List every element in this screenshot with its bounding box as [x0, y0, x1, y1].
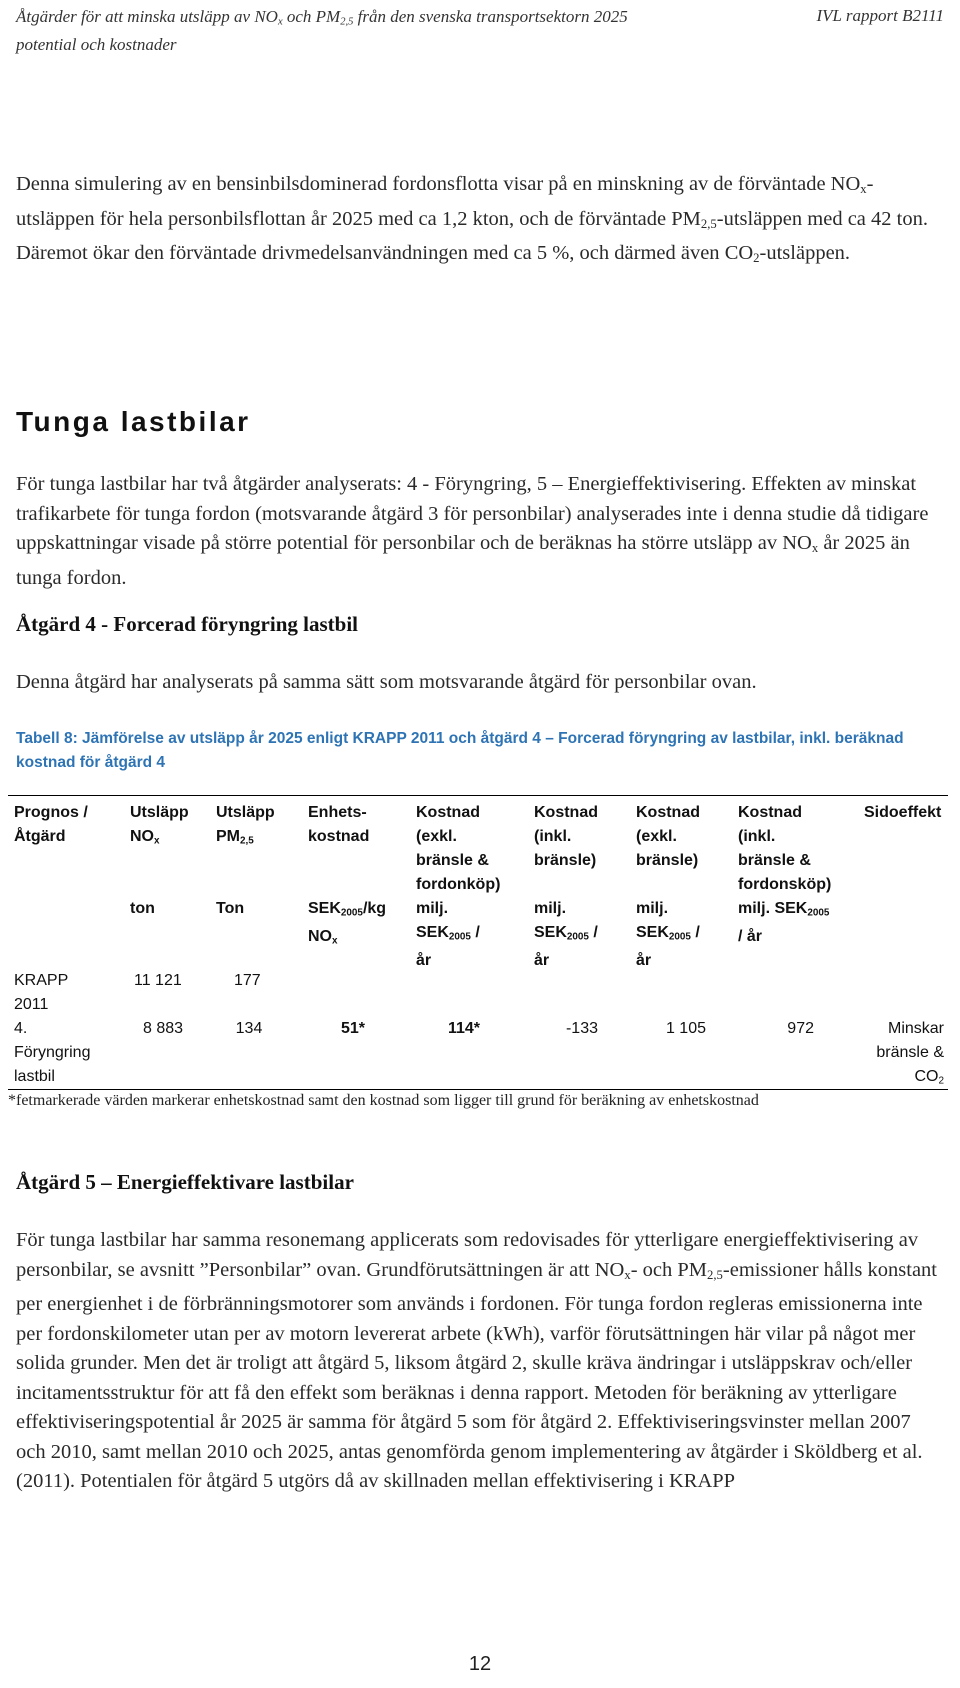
- header-sidoeffekt: Sidoeffekt: [864, 804, 942, 821]
- table-caption: Tabell 8: Jämförelse av utsläpp år 2025 enligt KRAPP 2011 och åtgärd 4 – Forcerad föryngring av lastbilar, inkl. beräknad kostnad för åtgärd 4: [16, 730, 904, 771]
- row-atgard4-kostnad-4: 972: [787, 1020, 814, 1037]
- header-utslapp-nox: Utsläpp $NO_x$: [130, 804, 189, 847]
- header-kostnad-inkl: Kostnad (inkl. bränsle): [534, 804, 598, 869]
- paragraph-atgard-4: Denna åtgärd har analyserats på samma sätt som motsvarande åtgärd för personbilar ovan.: [16, 671, 757, 693]
- row-krapp-label: KRAPP 2011: [14, 972, 69, 1013]
- header-title-line1: Åtgärder för att minska utsläpp av $NO_x$ och $PM_{2,5}$ från den svenska transportsektorn 2025: [16, 7, 628, 28]
- row-atgard4-pm: 134: [235, 1020, 263, 1037]
- header-kostnad-inkl-fordon: Kostnad (inkl. bränsle & fordonsköp): [738, 804, 832, 893]
- row-atgard4-kostnad-3: 1 105: [665, 1020, 706, 1037]
- unit-kostnad-3: milj. $SEK_{2005}$ / år: [636, 900, 700, 970]
- unit-kostnad-1: milj. $SEK_{2005}$ / år: [416, 900, 480, 970]
- heading-atgard-4: Åtgärd 4 - Forcerad föryngring lastbil: [16, 612, 358, 636]
- unit-nox: ton: [130, 900, 155, 917]
- unit-kostnad-4: milj. $SEK_{2005}$ / år: [738, 900, 830, 946]
- header-prognos: Prognos / Åtgärd: [14, 804, 88, 845]
- paragraph-tunga-intro: För tunga lastbilar har två åtgärder analyserats: 4 - Föryngring, 5 – Energieffektivisering. Effekten av minskat trafikarbete för tunga fordon (motsvarande åtgärd 3 för personbilar) analyserades inte i denna studie då tidigare uppskattningar visade på större potential för personbilar och de beräknas ha större utsläpp av $NO_x$ år 2025 än tunga fordon.: [16, 473, 929, 589]
- report-id: IVL rapport B2111: [816, 6, 944, 25]
- unit-kostnad-2: milj. $SEK_{2005}$ / år: [534, 900, 598, 970]
- header-kostnad-exkl-fordon: Kostnad (exkl. bränsle & fordonköp): [416, 804, 501, 893]
- table-bottom-rule: [8, 1089, 948, 1090]
- paragraph-atgard-5: För tunga lastbilar har samma resonemang applicerats som redovisades för ytterligare energieffektivisering av personbilar, se avsnitt ”Personbilar” ovan. Grundförutsättningen är att $NO_x-$ och $PM_{2,5}$-emissioner hålls konstant per energienhet i de förbränningsmotorer som används i fordonen. För tunga fordon regleras emissionerna inte per fordonskilometer utan per av motorn levererat arbete (kWh), varför förutsättningen här vilar på något mer solida grunder. Men det är troligt att åtgärd 5, liksom åtgärd 2, skulle kräva ändringar i utsläppskrav och/eller incitamentsstruktur för att få den effekt som beräknas i denna rapport. Metoden för beräkning av ytterligare effektiviseringspotential år 2025 är samma för åtgärd 5 som för åtgärd 2. Effektiviseringsvinster mellan 2007 och 2010, samt mellan 2010 och 2025, antas genomförda genom implementering av åtgärder i Sköldberg et al. (2011). Potentialen för åtgärd 5 utgörs då av skillnaden mellan effektivisering i KRAPP: [16, 1229, 937, 1493]
- header-utslapp-pm: Utsläpp $PM_{2,5}$: [216, 804, 275, 847]
- row-atgard4-label: 4. Föryngring lastbil: [14, 1020, 91, 1085]
- table-footnote: *fetmarkerade värden markerar enhetskostnad samt den kostnad som ligger till grund för beräkning av enhetskostnad: [8, 1092, 759, 1109]
- header-kostnad-exkl: Kostnad (exkl. bränsle): [636, 804, 700, 869]
- row-krapp-nox: 11 121: [134, 972, 182, 989]
- header-enhetskostnad: Enhets- kostnad: [308, 804, 370, 845]
- section-heading-tunga-lastbilar: Tunga lastbilar: [16, 406, 251, 437]
- row-atgard4-kostnad-2: -133: [565, 1020, 598, 1037]
- unit-pm: Ton: [216, 900, 245, 917]
- table-top-rule: [8, 795, 948, 796]
- row-atgard4-sidoeffekt: Minskar bränsle & $CO_2$: [876, 1020, 944, 1087]
- row-atgard4-enhetskostnad: 51*: [340, 1020, 366, 1037]
- row-krapp-pm: 177: [234, 972, 261, 989]
- heading-atgard-5: Åtgärd 5 – Energieffektivare lastbilar: [16, 1170, 354, 1194]
- paragraph-simulation-summary: Denna simulering av en bensinbilsdominerad fordonsflotta visar på en minskning av de förväntade $NO_x$-utsläppen för hela personbilsflottan år 2025 med ca 1,2 kton, och de förväntade $PM_{2,5}$-utsläppen med ca 42 ton. Däremot ökar den förväntade drivmedelsanvändningen med ca 5 %, och därmed även $CO_2$-utsläppen.: [16, 173, 928, 266]
- row-atgard4-kostnad-1: 114*: [447, 1020, 481, 1037]
- running-header-title: [16, 6, 628, 56]
- page-number: 12: [468, 1653, 492, 1675]
- unit-enhetskostnad: $SEK_{2005}/kg$ $NO_x$: [308, 900, 387, 947]
- header-title-line2: potential och kostnader: [16, 34, 177, 54]
- row-atgard4-nox: 8 883: [142, 1020, 184, 1037]
